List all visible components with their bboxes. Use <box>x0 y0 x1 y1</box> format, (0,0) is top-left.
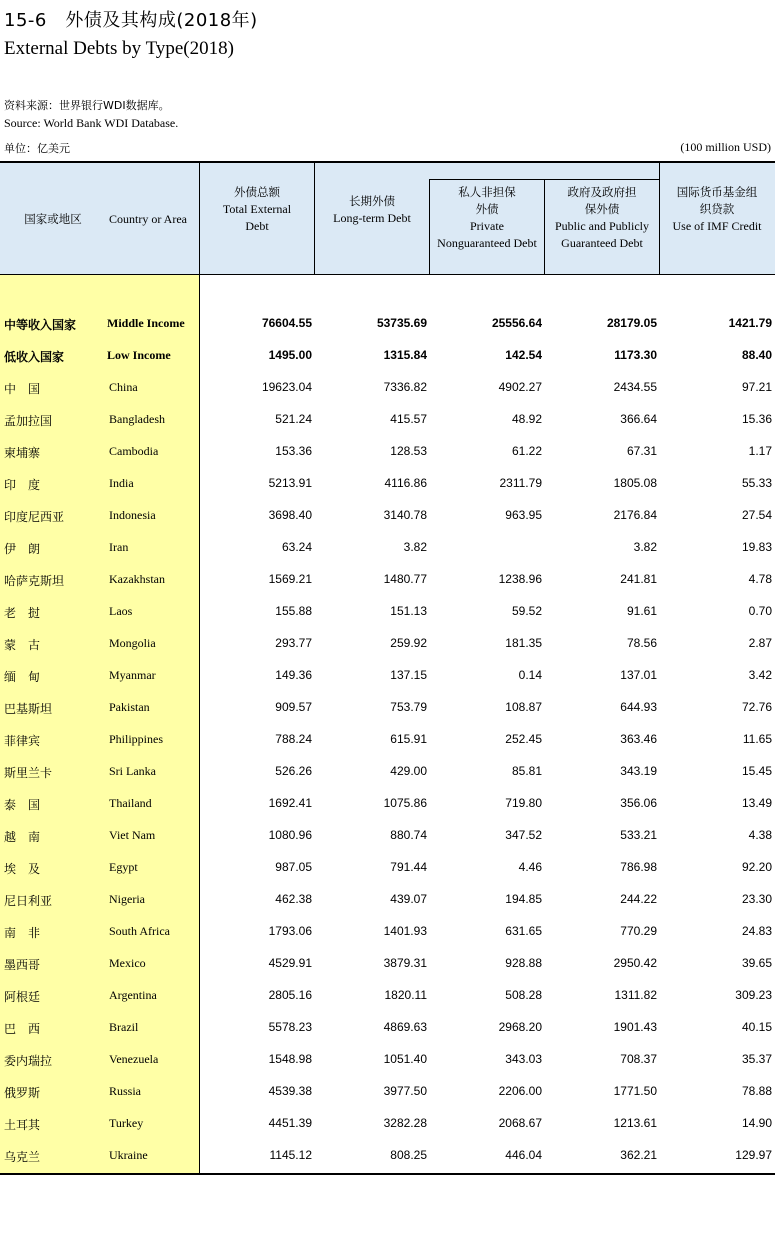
cell-total: 1080.96 <box>268 828 312 842</box>
country-name-cn: 印 度 <box>4 478 41 492</box>
table-row <box>0 412 775 444</box>
cell-total: 293.77 <box>275 636 312 650</box>
cell-private: 508.28 <box>505 988 542 1002</box>
country-name-en: Iran <box>109 540 129 554</box>
cell-imf: 2.87 <box>748 636 772 650</box>
cell-imf: 35.37 <box>741 1052 772 1066</box>
cell-long: 3.82 <box>403 540 427 554</box>
cell-imf: 40.15 <box>741 1020 772 1034</box>
cell-total: 1548.98 <box>268 1052 312 1066</box>
cell-long: 128.53 <box>390 444 427 458</box>
cell-long: 3879.31 <box>383 956 427 970</box>
country-name-en: Russia <box>109 1084 142 1098</box>
cell-total: 1569.21 <box>268 572 312 586</box>
cell-private: 181.35 <box>505 636 542 650</box>
cell-public: 1311.82 <box>614 988 657 1002</box>
cell-public: 3.82 <box>633 540 657 554</box>
country-name-cn: 委内瑞拉 <box>4 1054 53 1068</box>
cell-long: 880.74 <box>390 828 427 842</box>
cell-public: 644.93 <box>620 700 657 714</box>
cell-imf: 24.83 <box>741 924 772 938</box>
cell-private: 108.87 <box>505 700 542 714</box>
cell-private: 2968.20 <box>498 1020 542 1034</box>
cell-imf: 3.42 <box>748 668 772 682</box>
table-row <box>0 924 775 956</box>
table-row <box>0 316 775 348</box>
cell-long: 53735.69 <box>376 316 427 330</box>
cell-total: 788.24 <box>275 732 312 746</box>
cell-long: 137.15 <box>390 668 427 682</box>
table-row <box>0 956 775 988</box>
cell-imf: 23.30 <box>741 892 772 906</box>
cell-long: 429.00 <box>390 764 427 778</box>
header-private: 私人非担保外债 Private Nonguaranteed Debt <box>437 185 537 250</box>
header-divider <box>314 163 315 274</box>
source-note-en: Source: World Bank WDI Database. <box>4 116 179 130</box>
country-name-cn: 伊 朗 <box>4 542 41 556</box>
cell-public: 770.29 <box>620 924 657 938</box>
cell-private: 48.92 <box>511 412 542 426</box>
cell-long: 7336.82 <box>383 380 427 394</box>
country-name-en: South Africa <box>109 924 170 938</box>
cell-long: 3282.28 <box>383 1116 427 1130</box>
cell-long: 151.13 <box>390 604 427 618</box>
cell-public: 708.37 <box>620 1052 657 1066</box>
country-name-cn: 中等收入国家 <box>4 318 77 332</box>
cell-public: 343.19 <box>620 764 657 778</box>
header-divider <box>429 180 430 274</box>
cell-public: 1213.61 <box>613 1116 657 1130</box>
table-row <box>0 1052 775 1084</box>
cell-total: 2805.16 <box>268 988 312 1002</box>
page-title-en: External Debts by Type(2018) <box>4 38 234 59</box>
cell-imf: 13.49 <box>741 796 772 810</box>
cell-total: 909.57 <box>275 700 312 714</box>
cell-private: 194.85 <box>505 892 542 906</box>
cell-public: 67.31 <box>626 444 657 458</box>
country-name-cn: 尼日利亚 <box>4 894 53 908</box>
cell-private: 631.65 <box>505 924 542 938</box>
cell-public: 241.81 <box>620 572 657 586</box>
country-name-cn: 老 挝 <box>4 606 41 620</box>
table-row <box>0 636 775 668</box>
cell-long: 4869.63 <box>383 1020 427 1034</box>
country-name-en: Turkey <box>109 1116 144 1130</box>
country-name-cn: 越 南 <box>4 830 41 844</box>
country-name-en: Bangladesh <box>109 412 165 426</box>
cell-long: 791.44 <box>390 860 427 874</box>
cell-total: 521.24 <box>275 412 312 426</box>
table-row <box>0 508 775 540</box>
header-long-term: 长期外债 Long-term Debt <box>333 194 411 225</box>
cell-long: 3140.78 <box>383 508 427 522</box>
cell-total: 526.26 <box>275 764 312 778</box>
country-name-cn: 俄罗斯 <box>4 1086 41 1100</box>
country-name-en: Mongolia <box>109 636 156 650</box>
table-row <box>0 1084 775 1116</box>
cell-private: 928.88 <box>505 956 542 970</box>
country-name-cn: 埃 及 <box>4 862 41 876</box>
header-total: 外债总额 Total External Debt <box>222 185 292 233</box>
cell-public: 533.21 <box>620 828 657 842</box>
cell-total: 1495.00 <box>268 348 312 362</box>
country-name-cn: 阿根廷 <box>4 990 41 1004</box>
cell-private: 2068.67 <box>498 1116 542 1130</box>
cell-public: 1771.50 <box>613 1084 657 1098</box>
cell-private: 343.03 <box>505 1052 542 1066</box>
cell-public: 786.98 <box>620 860 657 874</box>
cell-private: 446.04 <box>505 1148 542 1162</box>
cell-imf: 1421.79 <box>728 316 772 330</box>
cell-private: 2311.79 <box>499 476 542 490</box>
country-name-cn: 墨西哥 <box>4 958 41 972</box>
cell-public: 2950.42 <box>613 956 657 970</box>
cell-imf: 39.65 <box>741 956 772 970</box>
cell-total: 5578.23 <box>268 1020 312 1034</box>
cell-total: 63.24 <box>281 540 312 554</box>
cell-total: 1145.12 <box>269 1148 312 1162</box>
table-row <box>0 476 775 508</box>
cell-private: 61.22 <box>511 444 542 458</box>
country-name-en: Nigeria <box>109 892 145 906</box>
cell-long: 3977.50 <box>383 1084 427 1098</box>
cell-long: 1820.11 <box>384 988 427 1002</box>
cell-public: 2434.55 <box>613 380 657 394</box>
country-name-cn: 孟加拉国 <box>4 414 53 428</box>
table-row <box>0 988 775 1020</box>
cell-imf: 15.36 <box>741 412 772 426</box>
cell-private: 4.46 <box>518 860 542 874</box>
table-row <box>0 572 775 604</box>
cell-imf: 88.40 <box>741 348 772 362</box>
cell-long: 1315.84 <box>383 348 427 362</box>
country-name-cn: 缅 甸 <box>4 670 41 684</box>
table-row <box>0 764 775 796</box>
cell-public: 356.06 <box>620 796 657 810</box>
header-country-cn: 国家或地区 <box>24 212 82 226</box>
cell-private: 0.14 <box>518 668 542 682</box>
country-name-en: Cambodia <box>109 444 159 458</box>
cell-imf: 1.17 <box>748 444 772 458</box>
country-name-cn: 土耳其 <box>4 1118 41 1132</box>
table-row <box>0 540 775 572</box>
cell-total: 4539.38 <box>268 1084 312 1098</box>
country-name-en: Thailand <box>109 796 152 810</box>
cell-private: 963.95 <box>505 508 542 522</box>
cell-total: 4529.91 <box>268 956 312 970</box>
cell-total: 19623.04 <box>261 380 312 394</box>
country-name-en: Low Income <box>107 348 171 362</box>
table-row <box>0 796 775 828</box>
country-name-en: China <box>109 380 138 394</box>
cell-long: 753.79 <box>390 700 427 714</box>
country-name-en: India <box>109 476 134 490</box>
cell-long: 1075.86 <box>383 796 427 810</box>
cell-imf: 11.65 <box>742 732 772 746</box>
cell-imf: 0.70 <box>748 604 772 618</box>
cell-imf: 4.78 <box>748 572 772 586</box>
unit-label-cn: 单位：亿美元 <box>4 142 70 155</box>
cell-public: 78.56 <box>626 636 657 650</box>
cell-imf: 129.97 <box>735 1148 772 1162</box>
cell-public: 1901.43 <box>613 1020 657 1034</box>
cell-public: 28179.05 <box>606 316 657 330</box>
table-row <box>0 668 775 700</box>
cell-total: 987.05 <box>275 860 312 874</box>
cell-public: 366.64 <box>620 412 657 426</box>
cell-imf: 55.33 <box>741 476 772 490</box>
cell-imf: 27.54 <box>741 508 772 522</box>
table-row <box>0 860 775 892</box>
cell-public: 1805.08 <box>613 476 657 490</box>
cell-imf: 4.38 <box>748 828 772 842</box>
cell-public: 244.22 <box>620 892 657 906</box>
table-row <box>0 1020 775 1052</box>
table-row <box>0 700 775 732</box>
cell-public: 2176.84 <box>613 508 657 522</box>
country-name-en: Pakistan <box>109 700 150 714</box>
table-row <box>0 892 775 924</box>
cell-private: 252.45 <box>505 732 542 746</box>
country-name-en: Middle Income <box>107 316 185 330</box>
country-name-cn: 南 非 <box>4 926 41 940</box>
table-row <box>0 1116 775 1148</box>
country-name-cn: 印度尼西亚 <box>4 510 65 524</box>
cell-long: 439.07 <box>390 892 427 906</box>
table-row <box>0 604 775 636</box>
cell-total: 3698.40 <box>268 508 312 522</box>
cell-total: 76604.55 <box>261 316 312 330</box>
cell-total: 1793.06 <box>268 924 312 938</box>
cell-total: 1692.41 <box>268 796 312 810</box>
cell-public: 137.01 <box>620 668 657 682</box>
country-name-en: Myanmar <box>109 668 156 682</box>
cell-public: 362.21 <box>620 1148 657 1162</box>
cell-imf: 72.76 <box>741 700 772 714</box>
table-row <box>0 828 775 860</box>
cell-public: 363.46 <box>620 732 657 746</box>
country-name-en: Venezuela <box>109 1052 159 1066</box>
header-subrule <box>429 179 659 180</box>
cell-long: 1480.77 <box>383 572 427 586</box>
cell-private: 142.54 <box>505 348 542 362</box>
cell-imf: 78.88 <box>741 1084 772 1098</box>
country-name-en: Indonesia <box>109 508 156 522</box>
cell-total: 149.36 <box>275 668 312 682</box>
cell-long: 1401.93 <box>383 924 427 938</box>
cell-total: 155.88 <box>275 604 312 618</box>
country-name-cn: 柬埔寨 <box>4 446 41 460</box>
cell-private: 85.81 <box>511 764 542 778</box>
table-row <box>0 444 775 476</box>
country-name-en: Laos <box>109 604 133 618</box>
cell-private: 4902.27 <box>498 380 542 394</box>
cell-imf: 309.23 <box>735 988 772 1002</box>
country-name-cn: 泰 国 <box>4 798 41 812</box>
cell-long: 1051.40 <box>383 1052 427 1066</box>
header-imf: 国际货币基金组织贷款 Use of IMF Credit <box>672 185 762 233</box>
cell-total: 5213.91 <box>268 476 312 490</box>
header-public: 政府及政府担保外债 Public and Publicly Guaranteed Debt <box>555 185 649 250</box>
page-title-cn: 15-6 外债及其构成(2018年) <box>4 10 258 31</box>
country-name-cn: 哈萨克斯坦 <box>4 574 65 588</box>
header-bottom-rule <box>0 274 775 275</box>
country-name-en: Viet Nam <box>109 828 156 842</box>
header-divider <box>544 180 545 274</box>
cell-imf: 19.83 <box>741 540 772 554</box>
cell-imf: 14.90 <box>741 1116 772 1130</box>
cell-long: 259.92 <box>390 636 427 650</box>
table-row <box>0 1148 775 1180</box>
country-name-cn: 低收入国家 <box>4 350 65 364</box>
country-name-cn: 菲律宾 <box>4 734 41 748</box>
cell-private: 59.52 <box>511 604 542 618</box>
header-country-en: Country or Area <box>109 212 187 226</box>
header-divider <box>659 163 660 274</box>
cell-private: 2206.00 <box>498 1084 542 1098</box>
cell-public: 91.61 <box>626 604 657 618</box>
country-name-en: Egypt <box>109 860 138 874</box>
cell-long: 808.25 <box>390 1148 427 1162</box>
country-name-cn: 蒙 古 <box>4 638 41 652</box>
cell-long: 4116.86 <box>384 476 427 490</box>
country-name-en: Kazakhstan <box>109 572 165 586</box>
country-name-en: Argentina <box>109 988 157 1002</box>
cell-imf: 15.45 <box>741 764 772 778</box>
country-name-cn: 乌克兰 <box>4 1150 41 1164</box>
table-row <box>0 732 775 764</box>
country-name-cn: 巴基斯坦 <box>4 702 53 716</box>
source-note-cn: 资料来源：世界银行WDI数据库。 <box>4 99 170 112</box>
country-name-en: Mexico <box>109 956 146 970</box>
cell-private: 719.80 <box>505 796 542 810</box>
country-name-cn: 巴 西 <box>4 1022 41 1036</box>
country-name-en: Sri Lanka <box>109 764 156 778</box>
country-name-cn: 中 国 <box>4 382 41 396</box>
cell-total: 462.38 <box>275 892 312 906</box>
country-name-en: Philippines <box>109 732 164 746</box>
cell-long: 615.91 <box>390 732 427 746</box>
unit-label-en: (100 million USD) <box>680 140 771 154</box>
cell-private: 347.52 <box>505 828 542 842</box>
country-name-en: Ukraine <box>109 1148 148 1162</box>
cell-imf: 92.20 <box>741 860 772 874</box>
cell-imf: 97.21 <box>741 380 772 394</box>
table-row <box>0 348 775 380</box>
cell-total: 153.36 <box>275 444 312 458</box>
table-row <box>0 380 775 412</box>
cell-long: 415.57 <box>390 412 427 426</box>
country-name-cn: 斯里兰卡 <box>4 766 53 780</box>
cell-private: 1238.96 <box>498 572 542 586</box>
cell-private: 25556.64 <box>491 316 542 330</box>
cell-total: 4451.39 <box>268 1116 312 1130</box>
cell-public: 1173.30 <box>614 348 657 362</box>
country-name-en: Brazil <box>109 1020 139 1034</box>
